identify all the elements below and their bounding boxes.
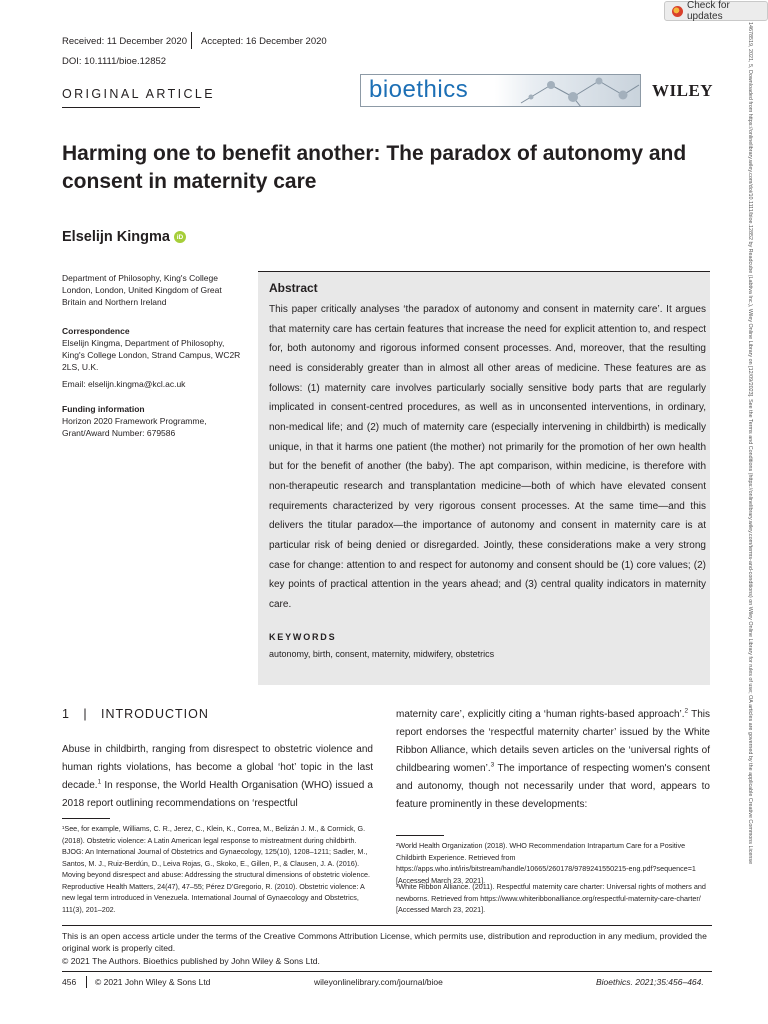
crossmark-icon: [672, 6, 683, 17]
page-number: 456: [62, 977, 77, 987]
funding-info: Horizon 2020 Framework Programme, Grant/Award Number: 679586: [62, 416, 207, 438]
keywords-heading: KEYWORDS: [269, 631, 337, 642]
section-heading-introduction: [62, 707, 209, 721]
molecule-graphic: [511, 75, 641, 107]
abstract-box: [258, 271, 710, 685]
footnote-3: ³White Ribbon Alliance. (2011). Respectful maternity care charter: Universal rights of mothers and newborns. Retrieved from https://www.whiteribbonalliance.org/respectful-maternity-care-charter/ [Accessed March 23, 2021].: [396, 882, 706, 914]
footnote-rule-right: [396, 835, 444, 836]
intro-left-text-b: In response, the World Health Organisation (WHO) issued a 2018 report outlining recommendations on ‘respectful: [62, 780, 373, 809]
intro-right-text-c: The importance of respecting women's consent and autonomy, though not necessarily under that word, appears to feature prominently in these developments:: [396, 763, 710, 810]
section-number: 1: [62, 707, 70, 721]
orcid-icon[interactable]: iD: [174, 231, 186, 243]
article-type-rule: [62, 107, 200, 108]
article-type: ORIGINAL ARTICLE: [62, 87, 216, 101]
received-date: Received: 11 December 2020: [62, 36, 187, 47]
footer-copyright: © 2021 John Wiley & Sons Ltd: [95, 977, 211, 987]
correspondence-address: Elselijn Kingma, Department of Philosophy, King's College London, Strand Campus, WC2R 2LS, U.K.: [62, 338, 241, 372]
meta-divider: [191, 32, 192, 49]
license-copyright: © 2021 The Authors. Bioethics published by John Wiley & Sons Ltd.: [62, 955, 320, 966]
citation: Bioethics. 2021;35:456–464.: [596, 977, 704, 987]
intro-left-text-a: Abuse in childbirth, ranging from disrespect to obstetric violence and human rights violations, has become a global ‘hot’ topic in the last decade.: [62, 744, 373, 791]
author-name[interactable]: Elselijn Kingma: [62, 229, 170, 245]
article-title: Harming one to benefit another: The paradox of autonomy and consent in maternity care: [62, 142, 687, 193]
footnote-1: ¹See, for example, Williams, C. R., Jerez, C., Klein, K., Correa, M., Belizán J. M., & Cormick, G. (2018). Obstetric violence: A Latin American legal response to mistreatment during childbirth. BJOG: An International Journal of Obstetrics and Gynaecology, 125(10), 1208–1211; Sadler, M., Santos, M. J., Ruiz-Berdún, D., Leiva Rojas, G., Skoko, E., Gillen, P., & Clausen, J. A. (2016). Moving beyond disrespect and abuse: Addressing the structural dimensions of obstetric violence. Reproductive Health Matters, 24(47), 47–55; Pérez D’Gregorio, R. (2010). Obstetric violence: A new legal term introduced in Venezuela. International Journal of Gynaecology and Obstetrics, 111(3), 201–202.: [62, 824, 371, 914]
footnote-ref-3[interactable]: 3: [490, 761, 495, 769]
journal-banner: [360, 74, 641, 107]
check-for-updates-button[interactable]: [664, 1, 768, 21]
intro-right-text-b: This report endorses the ‘respectful maternity charter’ issued by the White Ribbon Alliance, which details seven articles on the ‘universal rights of childbearing women’.: [396, 709, 710, 774]
section-title: INTRODUCTION: [101, 707, 209, 721]
funding-heading: Funding information: [62, 404, 145, 414]
correspondence-email[interactable]: Email: elselijn.kingma@kcl.ac.uk: [62, 379, 186, 389]
footnote-rule-left: [62, 818, 110, 819]
intro-left-paragraph: [62, 741, 373, 813]
download-watermark: [742, 22, 758, 1012]
footer-divider: [86, 976, 87, 988]
keywords-list: autonomy, birth, consent, maternity, midwifery, obstetrics: [269, 648, 495, 659]
intro-right-text-a: maternity care’, explicitly citing a ‘human rights‐based approach’.: [396, 709, 685, 720]
footer-rule: [62, 971, 712, 972]
section-separator: |: [83, 707, 88, 721]
abstract-text: This paper critically analyses ‘the paradox of autonomy and consent in maternity care’. It argues that maternity care has certain features that increase the need for explicit attention to, and respect for, both autonomy and rigorous informed consent processes. And, moreover, that the resulting need is considerably greater than in almost all other areas of medicine. These features are as follows: (1) maternity care involves particularly socially sensitive body parts that are regularly implicated in consent‐centred procedures, as well as in unconsented interventions, in ordinary, non‐medical life; and (2) much of maternity care (especially intervening in childbirth) is medically unique, in that it harms one patient (the mother) not primarily for the promotion of her own health but for the benefit of another (the baby). The apt comparison, within medicine, is therefore with non‐therapeutic research and transplantation medicine—both of which have elevated consent requirements characterized by very rigorous consent processes. At the same time—and this delivers the titular paradox—the importance of autonomy and consent in maternity care is at particular risk of being denied or disregarded. Jointly, these considerations make a very strong case for change: attention to and respect for autonomy and consent should be (1) core values; (2) key points of practical attention in the years ahead; and (3) central quality indicators in maternity care.: [269, 304, 706, 610]
abstract-heading: Abstract: [269, 281, 318, 295]
author-line: [62, 229, 186, 245]
journal-url[interactable]: wileyonlinelibrary.com/journal/bioe: [314, 977, 443, 987]
correspondence-heading: Correspondence: [62, 326, 130, 336]
doi-link[interactable]: DOI: 10.1111/bioe.12852: [62, 56, 167, 67]
affiliation: Department of Philosophy, King's College London, London, United Kingdom of Great Britain and Northern Ireland: [62, 273, 222, 307]
license-rule: [62, 925, 712, 926]
accepted-date: Accepted: 16 December 2020: [201, 36, 327, 47]
footnote-ref-2[interactable]: 2: [684, 707, 689, 715]
publisher-logo: WILEY: [652, 81, 714, 100]
download-watermark-text: 14678519, 2021, 5, Downloaded from https://onlinelibrary.wiley.com/doi/10.1111/bioe.12852 by Readcube (Labtiva Inc.), Wiley Online Library on [12/09/2023]. See the Terms and Conditions (https://onlinelibrary.wiley.com/terms-and-conditions) on Wiley Online Library for rules of use; OA articles are governed by the applicable Creative Commons License: [747, 22, 753, 865]
journal-name: bioethics: [369, 76, 469, 103]
check-for-updates-label: Check for updates: [687, 0, 730, 22]
license-text: This is an open access article under the terms of the Creative Commons Attribution License, which permits use, distribution and reproduction in any medium, provided the original work is properly cited.: [62, 931, 707, 954]
footnote-ref-1[interactable]: 1: [97, 778, 102, 786]
license-notice: [62, 930, 712, 967]
intro-right-paragraph: [396, 706, 710, 814]
footnote-2: ²World Health Organization (2018). WHO Recommendation Intrapartum Care for a Positive Childbirth Experience. Retrieved from https://apps.who.int/iris/bitstream/handle/10665/260178/9789241550215-eng.pdf?sequence=1 [Accessed March 23, 2021].: [396, 841, 696, 885]
